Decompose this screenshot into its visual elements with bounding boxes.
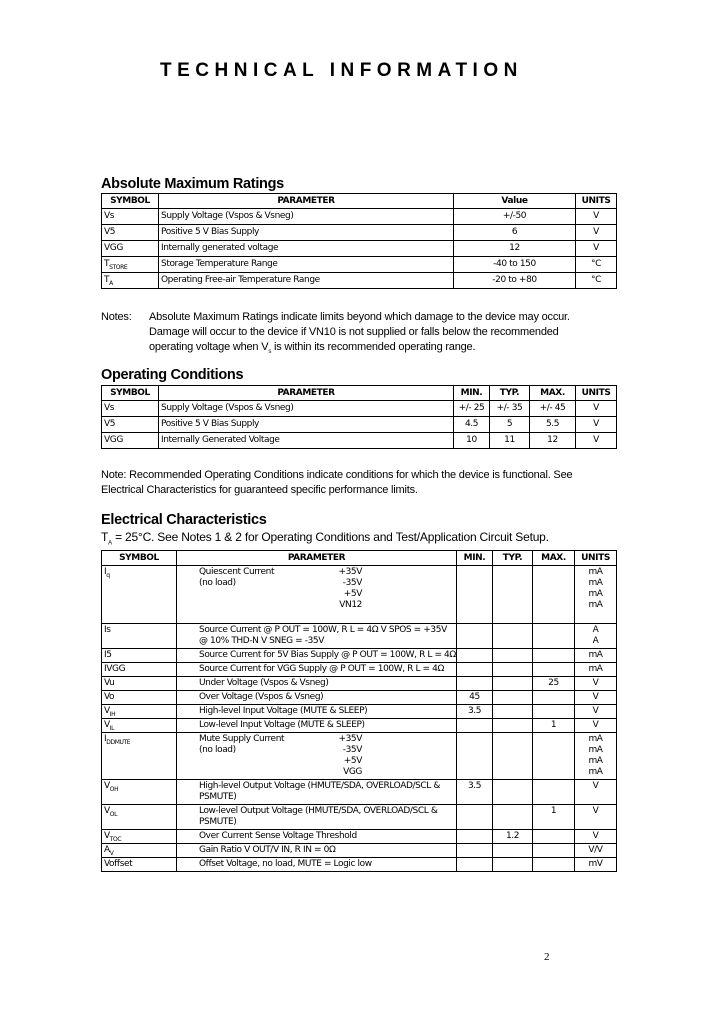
- min-cell: [457, 844, 493, 858]
- parameter-line: PSMUTE): [199, 817, 237, 827]
- min-cell: [457, 624, 493, 649]
- min-cell: [457, 566, 493, 624]
- symbol-subscript: TOC: [109, 835, 122, 843]
- typ-cell: +/- 35: [490, 401, 530, 417]
- min-cell: [457, 858, 493, 872]
- units-cell-line: mA: [588, 767, 603, 777]
- table-row: [102, 401, 617, 417]
- units-cell: [575, 566, 617, 624]
- condition-line: +35V: [338, 567, 362, 577]
- max-cell: [533, 780, 575, 805]
- symbol-subscript: OL: [109, 810, 118, 818]
- parameter-cell: [177, 677, 457, 691]
- column-header: PARAMETER: [177, 551, 457, 566]
- units-cell-line: mA: [588, 756, 603, 766]
- units-cell-line: V: [592, 678, 599, 688]
- min-cell: [457, 719, 493, 733]
- min-cell-line: [459, 567, 490, 578]
- table-row: [102, 257, 617, 273]
- typ-cell-line: [495, 650, 530, 661]
- parameter-cell: [177, 830, 457, 844]
- oc-note: [101, 468, 572, 498]
- table-row: [102, 805, 617, 830]
- parameter-cell: Supply Voltage (Vspos & Vsneg): [159, 401, 454, 417]
- typ-cell-line: [495, 567, 530, 578]
- parameter-cell: [177, 805, 457, 830]
- condition-line: VGG: [343, 767, 362, 777]
- symbol-subscript: IH: [109, 710, 116, 718]
- symbol-subscript: STORE: [109, 263, 128, 271]
- parameter-cell: Positive 5 V Bias Supply: [159, 417, 454, 433]
- units-cell: °C: [576, 257, 617, 273]
- typ-cell: [493, 733, 533, 780]
- parameter-cell: Positive 5 V Bias Supply: [159, 225, 454, 241]
- symbol-cell: $V_{IL}$: [102, 719, 177, 733]
- max-cell: 5.5: [530, 417, 576, 433]
- units-cell-line: mA: [588, 600, 603, 610]
- table-row: [102, 705, 617, 719]
- table-row: [102, 649, 617, 663]
- max-cell-line: [535, 567, 572, 578]
- parameter-line: Low-level Input Voltage (MUTE & SLEEP): [199, 720, 365, 730]
- parameter-cell: Storage Temperature Range: [159, 257, 454, 273]
- typ-cell: [493, 705, 533, 719]
- table-row: [102, 624, 617, 649]
- units-cell-line: V: [592, 806, 599, 816]
- parameter-cell: Operating Free-air Temperature Range: [159, 273, 454, 289]
- parameter-cell: [177, 649, 457, 663]
- value-cell: +/-50: [454, 209, 576, 225]
- min-cell: [457, 663, 493, 677]
- symbol-cell: Vu: [102, 677, 177, 691]
- units-cell-line: mV: [588, 859, 603, 869]
- units-cell: V: [576, 417, 617, 433]
- typ-cell: [493, 844, 533, 858]
- parameter-cell: [177, 780, 457, 805]
- value-cell: 12: [454, 241, 576, 257]
- parameter-cell: [177, 663, 457, 677]
- table-row: [102, 719, 617, 733]
- max-cell-line: [535, 664, 572, 675]
- column-header: PARAMETER: [159, 386, 454, 401]
- symbol-cell: $A_V$: [102, 844, 177, 858]
- units-cell: V: [576, 225, 617, 241]
- min-cell-line: [459, 806, 490, 817]
- column-header: MAX.: [533, 551, 575, 566]
- min-cell-line: [459, 845, 490, 856]
- symbol-cell: VGG: [102, 433, 159, 449]
- units-cell: V: [576, 241, 617, 257]
- table-row: [102, 417, 617, 433]
- typ-cell: [493, 858, 533, 872]
- amr-table: [101, 193, 617, 289]
- parameter-line: Source Current @ P OUT = 100W, R L = 4Ω V SPOS = +35V: [199, 625, 447, 635]
- symbol-cell: V5: [102, 225, 159, 241]
- typ-cell-line: [495, 734, 530, 745]
- min-cell: [457, 830, 493, 844]
- typ-cell-line: [495, 806, 530, 817]
- amr-notes: [101, 310, 570, 355]
- parameter-line: Over Current Sense Voltage Threshold: [199, 831, 357, 841]
- column-header: Value: [454, 194, 576, 209]
- notes-line-2: Damage will occur to the device if VN10 is not supplied or falls below the recommended: [149, 326, 559, 338]
- max-cell: [533, 805, 575, 830]
- typ-cell-line: [495, 625, 530, 636]
- parameter-cell: [177, 624, 457, 649]
- table-row: [102, 433, 617, 449]
- min-cell-line: [459, 664, 490, 675]
- units-cell: [575, 733, 617, 780]
- symbol-cell: I5: [102, 649, 177, 663]
- column-header: SYMBOL: [102, 194, 159, 209]
- units-cell-line: V: [592, 720, 599, 730]
- max-cell-line: [535, 859, 572, 870]
- units-cell: [575, 705, 617, 719]
- table-row: [102, 225, 617, 241]
- typ-cell-line: [495, 678, 530, 689]
- max-cell-line: 1: [550, 806, 557, 816]
- column-header: MAX.: [530, 386, 576, 401]
- units-cell-line: A: [592, 625, 599, 635]
- column-header: UNITS: [576, 194, 617, 209]
- min-cell-line: [459, 650, 490, 661]
- column-header: TYP.: [490, 386, 530, 401]
- symbol-subscript: IL: [109, 724, 115, 732]
- max-cell: [533, 677, 575, 691]
- parameter-line: Gain Ratio V OUT/V IN, R IN = 0Ω: [199, 845, 336, 855]
- symbol-cell: Vs: [102, 401, 159, 417]
- amr-heading: Absolute Maximum Ratings: [101, 176, 284, 192]
- min-cell: [457, 733, 493, 780]
- table-row: [102, 844, 617, 858]
- condition-line: -35V: [342, 578, 362, 588]
- parameter-cell: [177, 733, 457, 780]
- column-header: TYP.: [493, 551, 533, 566]
- typ-cell: [493, 805, 533, 830]
- symbol-cell: $T_{STORE}$: [102, 257, 159, 273]
- amr-header-row: [102, 194, 617, 209]
- parameter-cell: [177, 705, 457, 719]
- parameter-line: High-level Input Voltage (MUTE & SLEEP): [199, 706, 368, 716]
- symbol-subscript: q: [106, 571, 110, 579]
- column-header: SYMBOL: [102, 386, 159, 401]
- table-row: [102, 858, 617, 872]
- table-row: [102, 273, 617, 289]
- notes-line-1: Absolute Maximum Ratings indicate limits beyond which damage to the device may occur.: [149, 311, 570, 323]
- page-title: TECHNICAL INFORMATION: [160, 60, 523, 81]
- units-cell-line: mA: [588, 734, 603, 744]
- max-cell: [533, 566, 575, 624]
- max-cell: [533, 844, 575, 858]
- min-cell: [457, 780, 493, 805]
- max-cell: 12: [530, 433, 576, 449]
- table-row: [102, 733, 617, 780]
- parameter-line: PSMUTE): [199, 792, 237, 802]
- max-cell: [533, 858, 575, 872]
- symbol-cell: $I_q$: [102, 566, 177, 624]
- condition-line: +5V: [343, 589, 362, 599]
- symbol-cell: V5: [102, 417, 159, 433]
- table-row: [102, 663, 617, 677]
- table-row: [102, 780, 617, 805]
- column-header: MIN.: [454, 386, 490, 401]
- parameter-line: Mute Supply Current: [199, 734, 285, 744]
- min-cell: 4.5: [454, 417, 490, 433]
- parameter-conditions: [322, 734, 362, 778]
- units-cell-line: V: [592, 781, 599, 791]
- min-cell: [457, 805, 493, 830]
- units-cell-line: V: [592, 706, 599, 716]
- units-cell: [575, 805, 617, 830]
- min-cell-line: 45: [469, 692, 480, 702]
- units-cell: V: [576, 209, 617, 225]
- table-row: [102, 566, 617, 624]
- max-cell: [533, 624, 575, 649]
- min-cell-line: [459, 678, 490, 689]
- units-cell-line: mA: [588, 664, 603, 674]
- ec-conditions: $T_A = 25^\circ C$. See Notes 1 & 2 for Operating Conditions and Test/Application Circuit Setup.: [101, 530, 549, 547]
- max-cell: [533, 691, 575, 705]
- typ-cell: [493, 780, 533, 805]
- parameter-conditions: [322, 567, 362, 611]
- symbol-cell: Vs: [102, 209, 159, 225]
- typ-cell: 11: [490, 433, 530, 449]
- max-cell-line: [535, 831, 572, 842]
- units-cell-line: mA: [588, 589, 603, 599]
- min-cell: 10: [454, 433, 490, 449]
- column-header: UNITS: [576, 386, 617, 401]
- oc-note-line-2: Electrical Characteristics for guaranteed specific performance limits.: [101, 484, 418, 496]
- typ-cell-line: [495, 720, 530, 731]
- ec-heading: Electrical Characteristics: [101, 512, 267, 528]
- min-cell: [457, 649, 493, 663]
- value-cell: -20 to +80: [454, 273, 576, 289]
- max-cell: [533, 719, 575, 733]
- max-cell-line: 25: [548, 678, 559, 688]
- symbol-cell: Voffset: [102, 858, 177, 872]
- typ-cell: [493, 663, 533, 677]
- units-cell: V: [576, 433, 617, 449]
- parameter-line: Low-level Output Voltage (HMUTE/SDA, OVERLOAD/SCL &: [199, 806, 438, 816]
- max-cell: [533, 705, 575, 719]
- min-cell: [457, 705, 493, 719]
- parameter-cell: [177, 858, 457, 872]
- symbol-subscript: OH: [109, 785, 119, 793]
- min-cell: +/- 25: [454, 401, 490, 417]
- typ-cell: [493, 566, 533, 624]
- max-cell-line: [535, 625, 572, 636]
- typ-cell: [493, 719, 533, 733]
- value-cell: 6: [454, 225, 576, 241]
- min-cell-line: [459, 720, 490, 731]
- typ-cell-line: [495, 845, 530, 856]
- parameter-line: High-level Output Voltage (HMUTE/SDA, OVERLOAD/SCL &: [199, 781, 441, 791]
- parameter-cell: [177, 566, 457, 624]
- units-cell: [575, 649, 617, 663]
- min-cell: [457, 677, 493, 691]
- symbol-cell: $I_{DDMUTE}$: [102, 733, 177, 780]
- units-cell: [575, 677, 617, 691]
- units-cell-line: mA: [588, 745, 603, 755]
- units-cell-line: mA: [588, 650, 603, 660]
- max-cell: [533, 663, 575, 677]
- max-cell-line: [535, 781, 572, 792]
- symbol-cell: $V_{TOC}$: [102, 830, 177, 844]
- table-row: [102, 830, 617, 844]
- parameter-line: (no load): [199, 578, 236, 588]
- max-cell-line: [535, 734, 572, 745]
- condition-line: VN12: [339, 600, 362, 610]
- parameter-line: Quiescent Current: [199, 567, 275, 577]
- max-cell: [533, 830, 575, 844]
- condition-line: -35V: [342, 745, 362, 755]
- typ-cell-line: 1.2: [505, 831, 520, 841]
- units-cell-line: mA: [588, 567, 603, 577]
- typ-cell: [493, 691, 533, 705]
- min-cell-line: 3.5: [467, 706, 482, 716]
- parameter-cell: [177, 844, 457, 858]
- symbol-subscript: A: [109, 279, 113, 287]
- symbol-cell: $V_{OL}$: [102, 805, 177, 830]
- symbol-cell: Vo: [102, 691, 177, 705]
- typ-cell: [493, 649, 533, 663]
- parameter-cell: Supply Voltage (Vspos & Vsneg): [159, 209, 454, 225]
- units-cell: [575, 844, 617, 858]
- oc-header-row: [102, 386, 617, 401]
- ec-header-row: [102, 551, 617, 566]
- parameter-cell: Internally generated voltage: [159, 241, 454, 257]
- parameter-line: (no load): [199, 745, 236, 755]
- parameter-line: Source Current for 5V Bias Supply @ P OUT = 100W, R L = 4Ω: [199, 650, 456, 660]
- min-cell-line: [459, 625, 490, 636]
- symbol-subscript: V: [109, 849, 114, 857]
- symbol-cell: $V_{IH}$: [102, 705, 177, 719]
- symbol-cell: VGG: [102, 241, 159, 257]
- table-row: [102, 209, 617, 225]
- typ-cell-line: [495, 706, 530, 717]
- typ-cell-line: [495, 781, 530, 792]
- column-header: UNITS: [575, 551, 617, 566]
- units-cell: [575, 780, 617, 805]
- units-cell-line: A: [592, 636, 599, 646]
- typ-cell-line: [495, 692, 530, 703]
- parameter-line: [199, 611, 454, 622]
- min-cell-line: [459, 831, 490, 842]
- oc-heading: Operating Conditions: [101, 367, 244, 383]
- condition-line: +35V: [338, 734, 362, 744]
- max-cell-line: [535, 845, 572, 856]
- units-cell: [575, 830, 617, 844]
- max-cell-line: [535, 706, 572, 717]
- symbol-cell: Is: [102, 624, 177, 649]
- typ-cell-line: [495, 664, 530, 675]
- units-cell-line: mA: [588, 578, 603, 588]
- column-header: MIN.: [457, 551, 493, 566]
- max-cell: +/- 45: [530, 401, 576, 417]
- typ-cell-line: [495, 859, 530, 870]
- units-cell: [575, 663, 617, 677]
- units-cell: V: [576, 401, 617, 417]
- page-number: 2: [544, 951, 550, 963]
- parameter-line: Source Current for VGG Supply @ P OUT = 100W, R L = 4Ω: [199, 664, 444, 674]
- parameter-cell: [177, 691, 457, 705]
- value-cell: -40 to 150: [454, 257, 576, 273]
- max-cell-line: [535, 692, 572, 703]
- symbol-cell: IVGG: [102, 663, 177, 677]
- typ-cell: 5: [490, 417, 530, 433]
- units-cell-line: V: [592, 692, 599, 702]
- column-header: SYMBOL: [102, 551, 177, 566]
- oc-note-line-1: Note: Recommended Operating Conditions indicate conditions for which the device is functional. See: [101, 469, 573, 481]
- units-cell: [575, 858, 617, 872]
- parameter-line: Under Voltage (Vspos & Vsneg): [199, 678, 329, 688]
- min-cell-line: [459, 859, 490, 870]
- parameter-line: Offset Voltage, no load, MUTE = Logic low: [199, 859, 372, 869]
- symbol-cell: $V_{OH}$: [102, 780, 177, 805]
- typ-cell: [493, 830, 533, 844]
- notes-line-3: operating voltage when $V_s$ is within its recommended operating range.: [149, 341, 476, 356]
- max-cell: [533, 649, 575, 663]
- min-cell-line: 3.5: [467, 781, 482, 791]
- column-header: PARAMETER: [159, 194, 454, 209]
- max-cell: [533, 733, 575, 780]
- units-cell: [575, 691, 617, 705]
- units-cell: [575, 624, 617, 649]
- table-row: [102, 241, 617, 257]
- table-row: [102, 691, 617, 705]
- symbol-cell: $T_A$: [102, 273, 159, 289]
- parameter-line: Over Voltage (Vspos & Vsneg): [199, 692, 324, 702]
- parameter-cell: [177, 719, 457, 733]
- units-cell-line: V: [592, 831, 599, 841]
- min-cell-line: [459, 734, 490, 745]
- max-cell-line: [535, 650, 572, 661]
- min-cell: [457, 691, 493, 705]
- typ-cell: [493, 677, 533, 691]
- parameter-cell: Internally Generated Voltage: [159, 433, 454, 449]
- condition-line: +5V: [343, 756, 362, 766]
- parameter-line: @ 10% THD-N V SNEG = -35V: [199, 636, 325, 646]
- ec-table: [101, 550, 617, 872]
- units-cell: °C: [576, 273, 617, 289]
- units-cell: [575, 719, 617, 733]
- oc-table: [101, 385, 617, 449]
- max-cell-line: 1: [550, 720, 557, 730]
- notes-label: Notes:: [101, 311, 132, 323]
- typ-cell: [493, 624, 533, 649]
- units-cell-line: V/V: [588, 845, 603, 855]
- table-row: [102, 677, 617, 691]
- symbol-subscript: DDMUTE: [106, 738, 131, 746]
